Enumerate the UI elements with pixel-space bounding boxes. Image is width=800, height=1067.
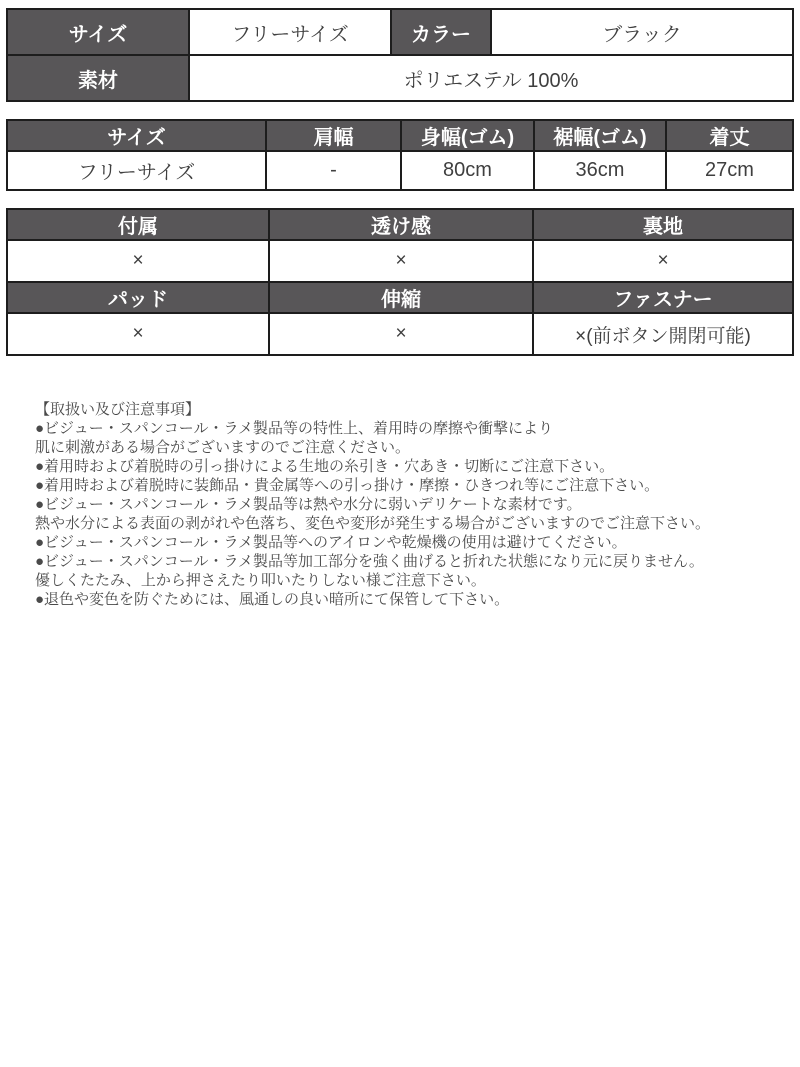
care-note-line: 優しくたたみ、上から押さえたり叩いたりしない様ご注意下さい。 xyxy=(35,572,486,589)
size-measurement-table xyxy=(6,119,794,191)
feature-header-stretch: 伸縮 xyxy=(269,282,533,313)
feature-header-row-1 xyxy=(7,209,793,240)
measurement-header-length: 着丈 xyxy=(666,120,793,151)
care-note-line: ●ビジュー・スパンコール・ラメ製品等へのアイロンや乾燥機の使用は避けてください。 xyxy=(35,534,627,551)
size-value-cell: フリーサイズ xyxy=(189,9,391,55)
care-note-line: ●退色や変色を防ぐためには、風通しの良い暗所にて保管して下さい。 xyxy=(35,591,510,608)
care-note-line: ●着用時および着脱時の引っ掛けによる生地の糸引き・穴あき・切断にご注意下さい。 xyxy=(35,458,615,475)
feature-header-accessory: 付属 xyxy=(7,209,269,240)
size-label-cell: サイズ xyxy=(7,9,189,55)
product-spec-table xyxy=(6,8,794,102)
feature-value-accessory: × xyxy=(7,240,269,282)
feature-header-lining: 裏地 xyxy=(533,209,793,240)
measurement-value-hemwidth: 36cm xyxy=(534,151,666,190)
feature-table xyxy=(6,208,794,356)
measurement-header-size: サイズ xyxy=(7,120,266,151)
measurement-header-shoulder: 肩幅 xyxy=(266,120,401,151)
measurement-value-shoulder: - xyxy=(266,151,401,190)
feature-header-pad: パッド xyxy=(7,282,269,313)
measurement-value-row xyxy=(7,151,793,190)
feature-header-sheerness: 透け感 xyxy=(269,209,533,240)
measurement-header-bodywidth: 身幅(ゴム) xyxy=(401,120,534,151)
care-note-line: ●ビジュー・スパンコール・ラメ製品等は熱や水分に弱いデリケートな素材です。 xyxy=(35,496,582,513)
care-note-line: ●着用時および着脱時に装飾品・貴金属等への引っ掛け・摩擦・ひきつれ等にご注意下さい。 xyxy=(35,477,660,494)
care-notes xyxy=(35,400,775,609)
feature-value-sheerness: × xyxy=(269,240,533,282)
feature-value-pad: × xyxy=(7,313,269,355)
feature-value-row-1 xyxy=(7,240,793,282)
measurement-value-size: フリーサイズ xyxy=(7,151,266,190)
care-note-line: ●ビジュー・スパンコール・ラメ製品等加工部分を強く曲げると折れた状態になり元に戻りません。 xyxy=(35,553,704,570)
care-note-line: ●ビジュー・スパンコール・ラメ製品等の特性上、着用時の摩擦や衝撃により xyxy=(35,420,554,437)
material-label-cell: 素材 xyxy=(7,55,189,101)
care-note-line: 熱や水分による表面の剥がれや色落ち、変色や変形が発生する場合がございますのでご注意下さい。 xyxy=(35,515,711,532)
feature-header-row-2 xyxy=(7,282,793,313)
feature-value-lining: × xyxy=(533,240,793,282)
measurement-value-bodywidth: 80cm xyxy=(401,151,534,190)
color-label-cell: カラー xyxy=(391,9,491,55)
feature-value-stretch: × xyxy=(269,313,533,355)
spec-row-size-color xyxy=(7,9,793,55)
material-value-cell: ポリエステル 100% xyxy=(189,55,793,101)
color-value-cell: ブラック xyxy=(491,9,793,55)
measurement-header-hemwidth: 裾幅(ゴム) xyxy=(534,120,666,151)
care-note-line: 肌に刺激がある場合がございますのでご注意ください。 xyxy=(35,439,411,456)
feature-value-fastener: ×(前ボタン開閉可能) xyxy=(533,313,793,355)
care-notes-title: 【取扱い及び注意事項】 xyxy=(35,401,201,418)
spec-row-material xyxy=(7,55,793,101)
feature-header-fastener: ファスナー xyxy=(533,282,793,313)
measurement-header-row xyxy=(7,120,793,151)
measurement-value-length: 27cm xyxy=(666,151,793,190)
feature-value-row-2 xyxy=(7,313,793,355)
